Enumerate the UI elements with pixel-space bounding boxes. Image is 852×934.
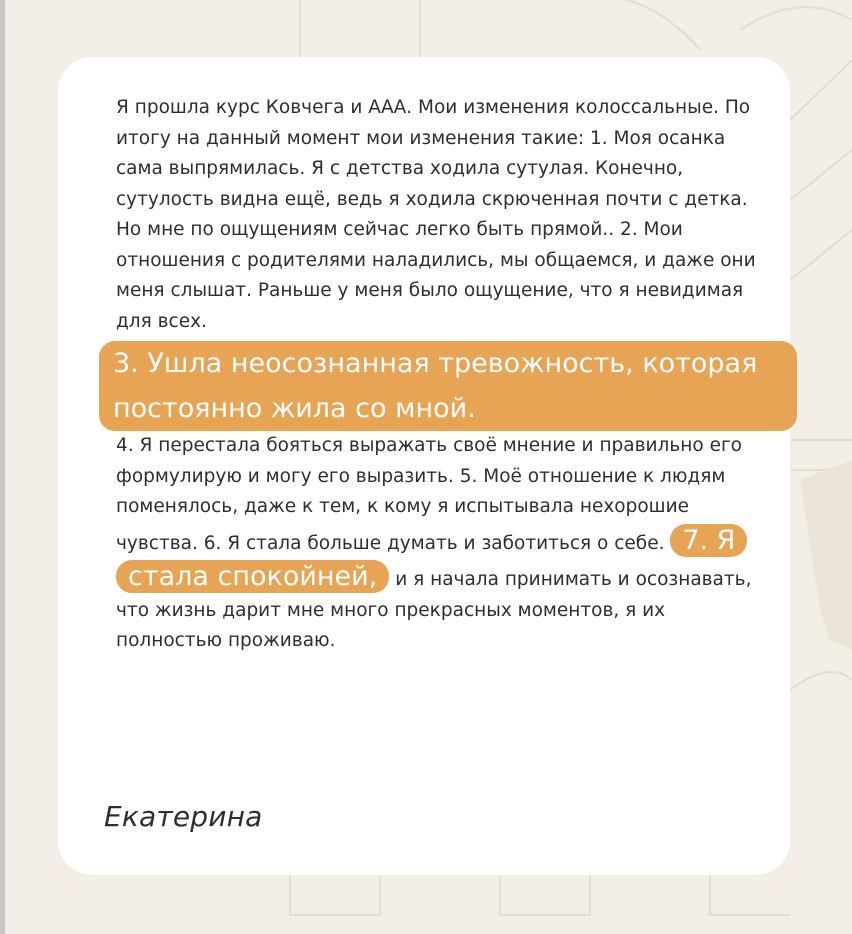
author-name: Екатерина — [104, 800, 263, 833]
review-paragraph-middle — [116, 431, 756, 657]
review-paragraph-start — [116, 93, 756, 337]
review-text-middle: 4. Я перестала бояться выражать своё мнение и правильно его формулирую и могу его выразить. 5. Моё отношение к людям поменялось, даже к тем, к кому я испытывала нехорошие чувства. 6. Я стала больше думать и заботиться о себе. — [116, 435, 742, 554]
review-text-end: и я начала принимать и осознавать, что жизнь дарит мне много прекрасных моментов, я их полностью проживаю. — [116, 569, 752, 651]
highlight-calmer: 7. Я стала спокойней, — [116, 524, 747, 594]
review-text — [113, 93, 758, 657]
review-text-start: Я прошла курс Ковчега и ААА. Мои изменения колоссальные. По итогу на данный момент мои изменения такие: 1. Моя осанка сама выпрямилась. Я с детства ходила сутулая. Конечно, сутулость видна ещё, ведь я ходила скрюченная почти с детка. Но мне по ощущениям сейчас легко быть прямой.. 2. Мои отношения с родителями наладились, мы общаемся, и даже они меня слышат. Раньше у меня было ощущение, что я невидимая для всех. — [116, 97, 756, 332]
highlight-anxiety: 3. Ушла неосознанная тревожность, которая постоянно жила со мной. — [99, 341, 797, 431]
